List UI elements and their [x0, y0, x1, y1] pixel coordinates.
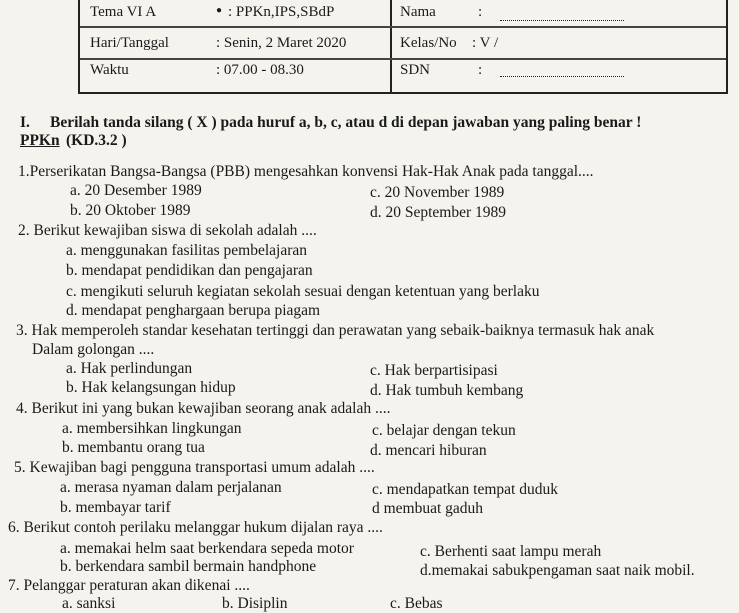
q4-option-d[interactable]: d. mencari hiburan	[370, 442, 487, 459]
q2-option-d[interactable]: d. mendapat penghargaan berupa piagam	[66, 302, 321, 319]
q4-option-a[interactable]: a. membersihkan lingkungan	[62, 420, 242, 437]
waktu-value: : 07.00 - 08.30	[216, 62, 304, 78]
q2-option-c[interactable]: c. mengikuti seluruh kegiatan sekolah sesuai dengan ketentuan yang berlaku	[66, 283, 540, 300]
subject-value: : PPKn,IPS,SBdP	[228, 4, 335, 20]
question-3-text-cont: Dalam golongan ....	[32, 341, 155, 358]
q6-option-b[interactable]: b. berkendara sambil bermain handphone	[60, 558, 317, 575]
question-7-text: 7. Pelanggar peraturan akan dikenai ....	[8, 577, 250, 594]
q1-option-a[interactable]: a. 20 Desember 1989	[70, 182, 202, 199]
question-6-text: 6. Berikut contoh perilaku melanggar hukum dijalan raya ....	[8, 519, 383, 536]
kelas-label: Kelas/No	[400, 35, 457, 51]
q6-option-c[interactable]: c. Berhenti saat lampu merah	[420, 543, 602, 560]
nama-label: Nama	[400, 4, 436, 20]
q3-option-b[interactable]: b. Hak kelangsungan hidup	[66, 379, 236, 396]
q7-option-b[interactable]: b. Disiplin	[222, 595, 288, 612]
question-3-text: 3. Hak memperoleh standar kesehatan tertinggi dan perawatan yang sebaik-baiknya termasuk hak anak	[16, 322, 655, 339]
instruction-text: Berilah tanda silang ( X ) pada huruf a, b, c, atau d di depan jawaban yang paling benar !	[50, 114, 642, 131]
sdn-label: SDN	[400, 62, 431, 78]
q2-option-a[interactable]: a. menggunakan fasilitas pembelajaran	[66, 242, 308, 259]
instruction-number: I.	[20, 114, 30, 131]
waktu-label: Waktu	[90, 62, 129, 78]
section-subject: PPKn	[20, 132, 60, 149]
sdn-field[interactable]	[500, 76, 624, 77]
header-table	[78, 0, 728, 94]
section-code: (KD.3.2 )	[66, 132, 127, 149]
q6-option-a[interactable]: a. memakai helm saat berkendara sepeda motor	[60, 540, 354, 557]
q4-option-b[interactable]: b. membantu orang tua	[62, 439, 205, 456]
q5-option-a[interactable]: a. merasa nyaman dalam perjalanan	[60, 479, 282, 496]
header-row-line	[80, 58, 726, 60]
q1-option-b[interactable]: b. 20 Oktober 1989	[70, 202, 191, 219]
nama-colon: :	[478, 4, 483, 20]
q7-option-c[interactable]: c. Bebas	[390, 595, 443, 612]
nama-field[interactable]	[500, 20, 624, 21]
header-row-line	[80, 26, 726, 28]
question-4-text: 4. Berikut ini yang bukan kewajiban seorang anak adalah ....	[16, 400, 391, 417]
q5-option-c[interactable]: c. mendapatkan tempat duduk	[372, 481, 558, 498]
tema-label: Tema VI A	[90, 4, 157, 20]
q5-option-d[interactable]: d membuat gaduh	[372, 500, 484, 517]
question-5-text: 5. Kewajiban bagi pengguna transportasi umum adalah ....	[14, 459, 375, 476]
q5-option-b[interactable]: b. membayar tarif	[60, 499, 171, 516]
sdn-colon: :	[478, 62, 483, 78]
q3-option-d[interactable]: d. Hak tumbuh kembang	[370, 382, 524, 399]
q1-option-d[interactable]: d. 20 September 1989	[370, 204, 507, 221]
bullet-icon: ●	[216, 5, 223, 16]
question-2-text: 2. Berikut kewajiban siswa di sekolah adalah ....	[18, 222, 317, 239]
q4-option-c[interactable]: c. belajar dengan tekun	[372, 422, 516, 439]
question-1-text: 1.Perserikatan Bangsa-Bangsa (PBB) mengesahkan konvensi Hak-Hak Anak pada tanggal....	[18, 163, 594, 180]
q3-option-a[interactable]: a. Hak perlindungan	[66, 360, 193, 377]
kelas-value[interactable]: : V /	[472, 35, 499, 51]
q6-option-d[interactable]: d.memakai sabukpengaman saat naik mobil.	[420, 562, 695, 579]
q7-option-a[interactable]: a. sanksi	[62, 595, 116, 612]
q2-option-b[interactable]: b. mendapat pendidikan dan pengajaran	[66, 262, 313, 279]
q3-option-c[interactable]: c. Hak berpartisipasi	[370, 362, 498, 379]
header-divider	[390, 0, 392, 92]
hari-label: Hari/Tanggal	[90, 35, 169, 51]
q1-option-c[interactable]: c. 20 November 1989	[370, 184, 505, 201]
hari-value: : Senin, 2 Maret 2020	[216, 35, 347, 51]
